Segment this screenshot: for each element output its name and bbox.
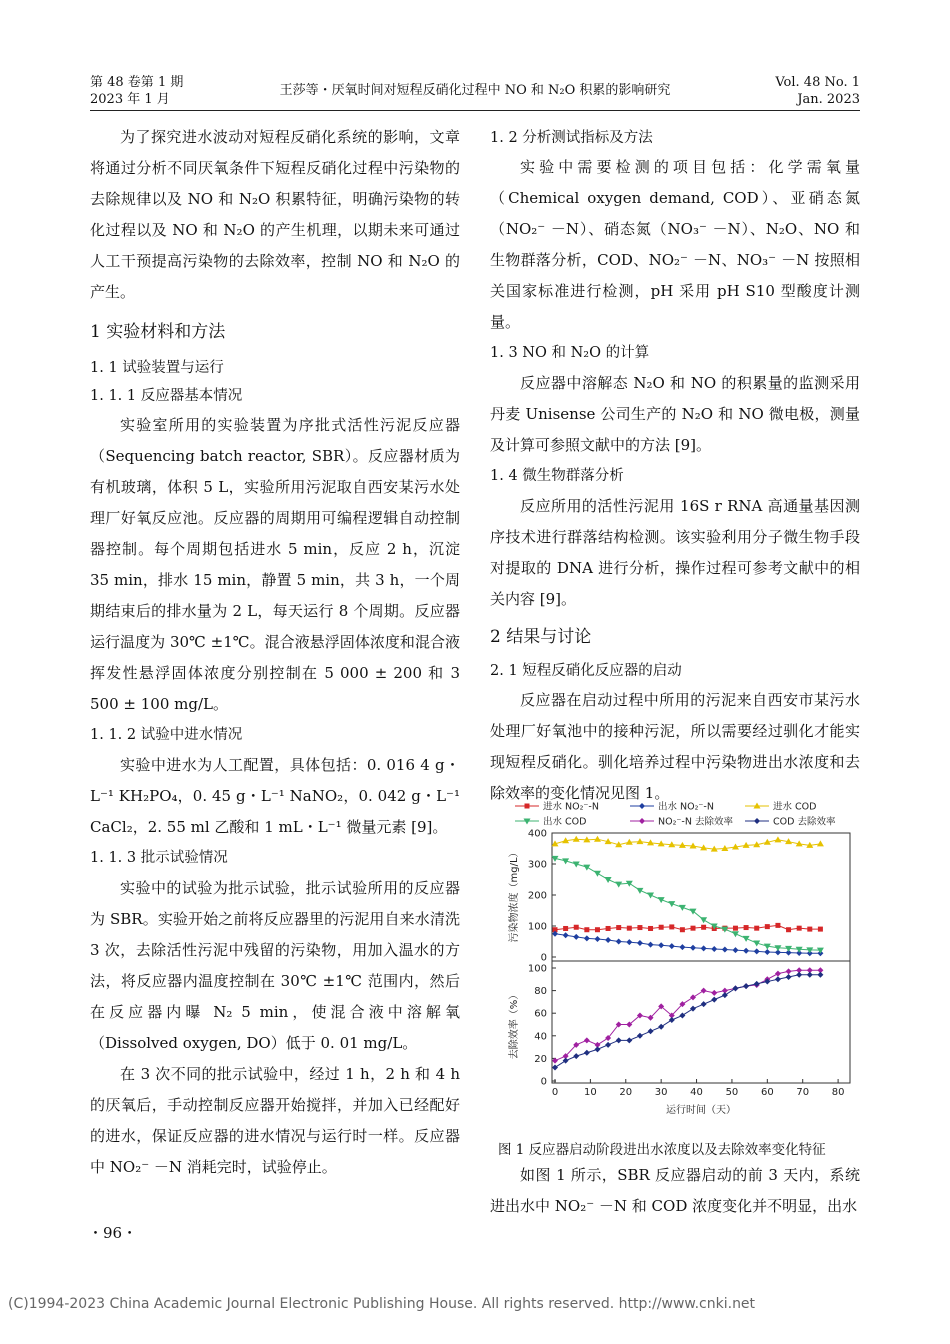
data-point (594, 871, 601, 877)
data-point (711, 946, 717, 952)
figure-1 (490, 790, 860, 1125)
y-tick-label: 0 (540, 952, 547, 964)
data-point (700, 917, 707, 923)
data-point (797, 926, 802, 931)
series-line (555, 934, 820, 954)
data-point (754, 981, 760, 987)
data-point (584, 927, 589, 932)
data-point (733, 926, 738, 931)
journal-volume: Vol. 48 No. 1 Jan. 2023 (775, 75, 860, 107)
series-line (555, 925, 820, 929)
legend-label: 进水 NO₂⁻-N (543, 801, 599, 813)
data-point (691, 926, 696, 931)
section-1-3-heading: 1. 3 NO 和 N₂O 的计算 (490, 345, 650, 361)
data-point (690, 945, 696, 951)
data-point (807, 927, 812, 932)
data-point (636, 838, 643, 844)
data-point (658, 942, 664, 948)
data-point (573, 934, 579, 940)
data-point (701, 945, 707, 951)
data-point (680, 927, 685, 932)
influent-paragraph: 实验中进水为人工配置，具体包括：0. 016 4 g・L⁻¹ KH₂PO₄，0. 45 g・L⁻¹ NaNO₂，0. 042 g・L⁻¹ CaCl₂，2. 55 ml 乙酸和 1 mL・L⁻¹ 微量元素 [9]。 (90, 756, 460, 836)
data-point (775, 923, 780, 928)
page-number: ・96・ (88, 1224, 138, 1242)
data-point (774, 836, 781, 842)
data-point (648, 942, 654, 948)
y-tick-label: 400 (527, 828, 547, 840)
legend-label: 进水 COD (773, 801, 817, 813)
batch-paragraph: 实验中的试验为批示试验，批示试验所用的反应器为 SBR。实验开始之前将反应器里的污泥用自来水清洗 3 次，去除活性污泥中残留的污染物，用加入温水的方法，将反应器内温度控制在 30℃ ±1℃ 范围内，然后在反应器内曝 N₂ 5 min，使混合液中溶解氧（Dissolved oxygen, DO）低于 0. 01 mg/L。 (90, 879, 460, 1052)
data-point (573, 1053, 579, 1059)
data-point (605, 937, 611, 943)
copyright-footer: (C)1994-2023 China Academic Journal Electronic Publishing House. All rights reserved. http://www.cnki.net (8, 1296, 756, 1312)
data-point (732, 985, 738, 991)
legend-label: 出水 COD (543, 816, 587, 828)
data-point (573, 836, 580, 842)
right-column (490, 124, 860, 809)
x-tick-label: 0 (551, 1087, 559, 1098)
x-tick-label: 70 (796, 1087, 810, 1098)
data-point (552, 1064, 558, 1070)
calc-paragraph: 反应器中溶解态 N₂O 和 NO 的积累量的监测采用丹麦 Unisense 公司生产的 N₂O 和 NO 微电极，测量及计算可参照文献中的方法 [9]。 (490, 374, 860, 454)
microbe-paragraph: 反应所用的活性污泥用 16S r RNA 高通量基因测序技术进行群落结构检测。该实验利用分子微生物手段对提取的 DNA 进行分析，操作过程可参考文献中的相关内容 [9]。 (490, 497, 860, 608)
section-1-1-3-heading: 1. 1. 3 批示试验情况 (90, 850, 228, 866)
data-point (637, 925, 642, 930)
after-figure-paragraph: 如图 1 所示，SBR 反应器启动的前 3 天内，系统进出水中 NO₂⁻ －N 和 COD 浓度变化并不明显，出水 (490, 1166, 860, 1215)
section-1-2-heading: 1. 2 分析测试指标及方法 (490, 130, 653, 146)
data-point (679, 1012, 685, 1018)
x-tick-label: 40 (690, 1087, 703, 1098)
analysis-paragraph: 实验中需要检测的项目包括：化学需氧量（Chemical oxygen demand, COD）、亚硝态氮（NO₂⁻ －N）、硝态氮（NO₃⁻ －N）、N₂O、NO 和生物群落分析，COD、NO₂⁻ －N、NO₃⁻ －N 按照相关国家标准进行检测，pH 采用 pH S10 型酸度计测量。 (490, 158, 860, 331)
series-line (555, 970, 820, 1060)
data-point (639, 803, 645, 809)
data-point (722, 992, 728, 998)
bottom-y-axis-label: 去除效率（%） (509, 989, 520, 1060)
data-point (743, 948, 749, 954)
data-point (648, 926, 653, 931)
data-point (595, 927, 600, 932)
x-tick-label: 60 (760, 1087, 774, 1098)
data-point (563, 1058, 569, 1064)
data-point (764, 949, 770, 955)
data-point (637, 1033, 643, 1039)
data-point (817, 840, 824, 846)
top-y-axis-label: 污染物浓度（mg/L） (509, 847, 520, 943)
section-1-1-2-heading: 1. 1. 2 试验中进水情况 (90, 727, 243, 743)
legend-label: COD 去除效率 (773, 816, 836, 828)
data-point (563, 932, 569, 938)
data-point (818, 927, 823, 932)
data-point (690, 994, 696, 1000)
data-point (563, 926, 568, 931)
top-panel-frame (552, 833, 850, 961)
left-column (90, 122, 460, 1183)
data-point (754, 818, 760, 824)
data-point (743, 983, 749, 989)
data-point (669, 943, 675, 949)
data-point (701, 1001, 707, 1007)
data-point (637, 940, 643, 946)
data-point (754, 948, 760, 954)
data-point (669, 924, 674, 929)
data-point (616, 925, 621, 930)
x-tick-label: 10 (584, 1087, 597, 1098)
intro-paragraph: 为了探究进水波动对短程反硝化系统的影响，文章将通过分析不同厌氧条件下短程反硝化过程中污染物的去除规律以及 NO 和 N₂O 积累特征，明确污染物的转化过程以及 NO 和 N₂O 的产生机理，以期未来可通过人工干预提高污染物的去除效率，控制 NO 和 N₂O 的产生。 (90, 128, 460, 301)
data-point (626, 939, 632, 945)
y-tick-label: 40 (534, 1031, 547, 1043)
batch-paragraph-2: 在 3 次不同的批示试验中，经过 1 h，2 h 和 4 h 的厌氧后，手动控制反应器开始搅拌，并加入已经配好的进水，保证反应器的进水情况与运行时一样。反应器中 NO₂⁻ －N 消耗完时，试验停止。 (90, 1065, 460, 1176)
running-title: 王莎等・厌氧时间对短程反硝化过程中 NO 和 N₂O 积累的影响研究 (279, 83, 671, 98)
series-line (555, 975, 820, 1068)
data-point (807, 972, 813, 978)
data-point (615, 882, 622, 888)
data-point (626, 1037, 632, 1043)
data-point (647, 893, 654, 899)
data-point (616, 939, 622, 945)
data-point (669, 1017, 675, 1023)
x-tick-label: 30 (654, 1087, 668, 1098)
data-point (594, 1046, 600, 1052)
section-1-heading: 1 实验材料和方法 (90, 322, 226, 342)
x-tick-label: 80 (831, 1087, 845, 1098)
data-point (732, 947, 738, 953)
figure-1-chart (490, 790, 860, 1125)
section-1-1-1-heading: 1. 1. 1 反应器基本情况 (90, 388, 243, 404)
data-point (605, 877, 612, 883)
data-point (584, 1050, 590, 1056)
section-2-1-heading: 2. 1 短程反硝化反应器的启动 (490, 663, 682, 679)
data-point (765, 924, 770, 929)
legend-label: 出水 NO₂⁻-N (658, 801, 714, 813)
data-point (606, 926, 611, 931)
data-point (574, 925, 579, 930)
figure-caption: 图 1 反应器启动阶段进出水浓度以及去除效率变化特征 (498, 1142, 826, 1158)
y-tick-label: 80 (534, 986, 547, 998)
data-point (594, 836, 601, 842)
x-tick-label: 50 (725, 1087, 739, 1098)
data-point (732, 931, 739, 937)
reactor-paragraph: 实验室所用的实验装置为序批式活性污泥反应器（Sequencing batch reactor, SBR）。反应器材质为有机玻璃，体积 5 L，实验所用污泥取自西安某污水处理厂好氧反应池。反应器的周期用可编程逻辑自动控制器控制。每个周期包括进水 5 min，反应 2 h，沉淀 35 min，排水 15 min，静置 5 min，共 3 h，一个周期结束后的排水量为 2 L，每天运行 8 个周期。反应器运行温度为 30℃ ±1℃。混合液悬浮固体浓度和混合液挥发性悬浮固体浓度分别控制在 5 000 ± 200 和 3 500 ± 100 mg/L。 (90, 416, 460, 713)
data-point (616, 1037, 622, 1043)
data-point (754, 926, 759, 931)
data-point (796, 972, 802, 978)
section-1-4-heading: 1. 4 微生物群落分析 (490, 468, 624, 484)
data-point (817, 972, 823, 978)
x-axis-label: 运行时间（天） (666, 1105, 736, 1116)
data-point (584, 935, 590, 941)
section-2-heading: 2 结果与讨论 (490, 627, 592, 647)
y-tick-label: 100 (527, 921, 547, 933)
header-rule (90, 110, 860, 111)
data-point (701, 988, 707, 994)
data-point (594, 936, 600, 942)
journal-issue: 第 48 卷第 1 期 2023 年 1 月 (90, 75, 184, 107)
y-tick-label: 200 (527, 890, 547, 902)
legend-label: NO₂⁻-N 去除效率 (658, 816, 733, 828)
data-point (743, 936, 750, 942)
data-point (786, 927, 791, 932)
y-tick-label: 300 (527, 859, 547, 871)
data-point (701, 925, 706, 930)
y-tick-label: 20 (534, 1053, 547, 1065)
data-point (658, 1024, 664, 1030)
y-tick-label: 60 (534, 1008, 547, 1020)
y-tick-label: 100 (527, 963, 547, 975)
section-1-1-heading: 1. 1 试验装置与运行 (90, 360, 224, 376)
data-point (722, 947, 728, 953)
data-point (605, 1042, 611, 1048)
data-point (711, 997, 717, 1003)
x-tick-label: 20 (619, 1087, 633, 1098)
y-tick-label: 0 (540, 1076, 547, 1088)
data-point (627, 926, 632, 931)
data-point (744, 925, 749, 930)
data-point (639, 818, 645, 824)
data-point (636, 888, 643, 894)
data-point (775, 976, 781, 982)
data-point (659, 925, 664, 930)
data-point (786, 968, 792, 974)
data-point (711, 990, 717, 996)
after-figure-text (490, 1160, 860, 1222)
data-point (584, 1037, 590, 1043)
bottom-panel-frame (552, 961, 850, 1083)
startup-paragraph: 反应器在启动过程中所用的污泥来自西安市某污水处理厂好氧池中的接种污泥，所以需要经过驯化才能实现短程反硝化。驯化培养过程中污染物进出水浓度和去除效率的变化情况见图 1。 (490, 691, 860, 802)
data-point (583, 865, 590, 871)
data-point (690, 1006, 696, 1012)
data-point (786, 974, 792, 980)
data-point (679, 944, 685, 950)
data-point (525, 804, 530, 809)
data-point (648, 1028, 654, 1034)
data-point (775, 971, 781, 977)
